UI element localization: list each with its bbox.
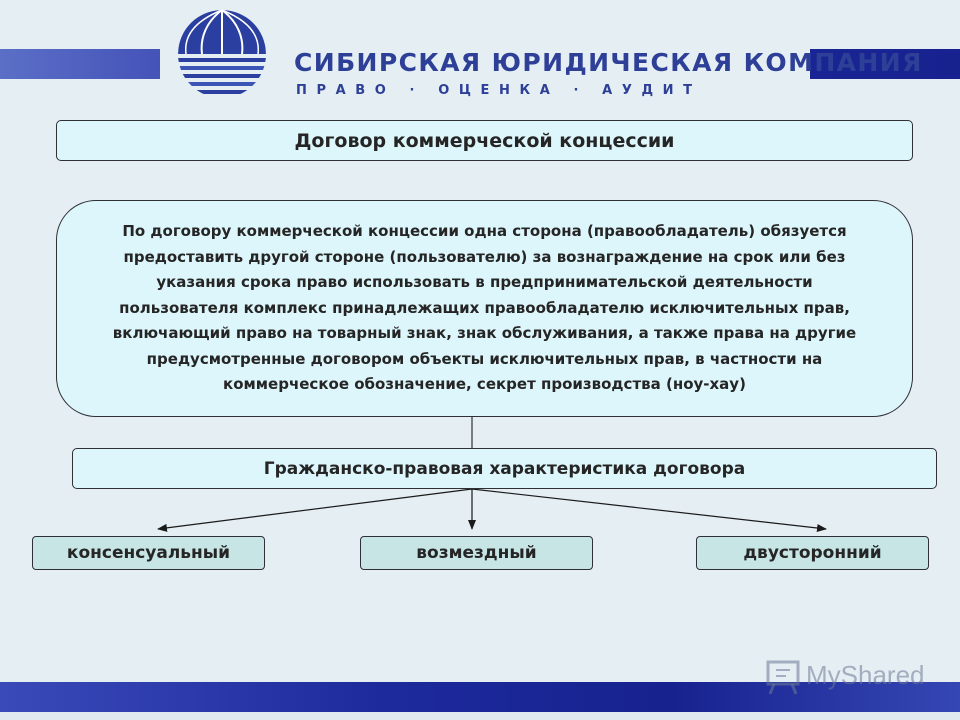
type-paid: возмездный xyxy=(360,536,593,570)
company-tagline: ПРАВО · ОЦЕНКА · АУДИТ xyxy=(296,83,702,98)
footer-edge xyxy=(0,712,960,720)
watermark-text: MyShared xyxy=(806,660,925,690)
company-logo-globe-icon xyxy=(176,8,268,100)
definition-text: По договору коммерческой концессии одна сторона (правообладатель) обязуется предоставить другой стороне (пользователю) за вознаграждение на срок или без указания срока право использовать в предпринимательской деятельности пользователя комплекс принадлежащих правообладателю исключительных прав, включающий право на товарный знак, знак обслуживания, а также права на другие предусмотренные договором объекты исключительных прав, в частности на коммерческое обозначение, секрет производства (ноу-хау) xyxy=(112,222,857,394)
arrow-to-bilateral xyxy=(472,489,826,529)
company-name: СИБИРСКАЯ ЮРИДИЧЕСКАЯ КОМПАНИЯ xyxy=(294,48,923,77)
type-bilateral: двусторонний xyxy=(696,536,929,570)
contract-title: Договор коммерческой концессии xyxy=(56,120,913,161)
characteristic-heading: Гражданско-правовая характеристика договора xyxy=(72,448,937,489)
definition-box xyxy=(56,200,913,417)
arrow-to-consensual xyxy=(158,489,472,529)
type-consensual: консенсуальный xyxy=(32,536,265,570)
